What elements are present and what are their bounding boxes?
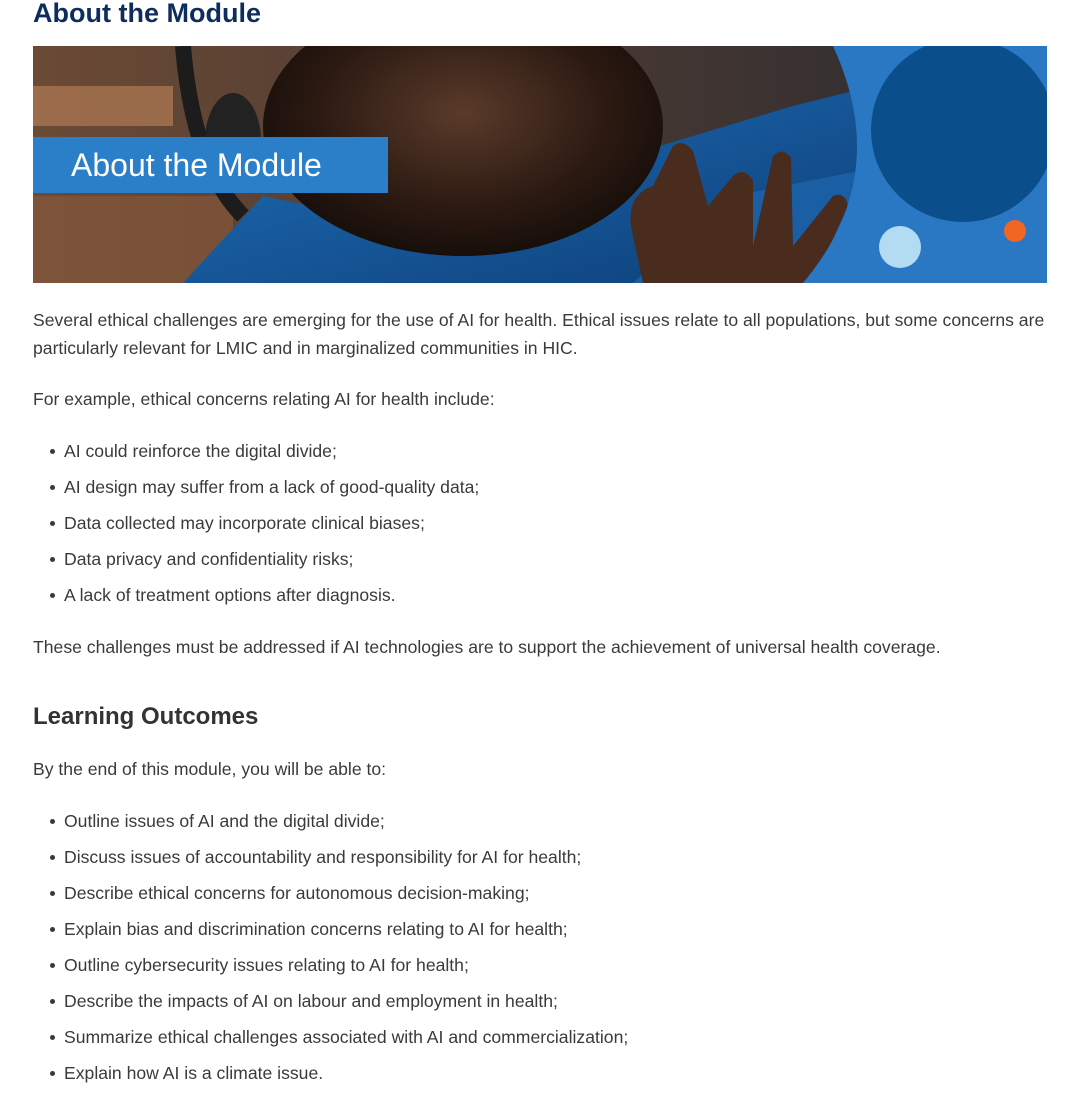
list-item: Explain bias and discrimination concerns relating to AI for health; — [33, 911, 628, 947]
concerns-lead-paragraph: For example, ethical concerns relating AI for health include: — [33, 389, 495, 409]
list-item: Describe the impacts of AI on labour and employment in health; — [33, 983, 628, 1019]
learning-outcomes-heading: Learning Outcomes — [33, 703, 259, 730]
ethical-concerns-list — [33, 433, 479, 613]
orange-dot-graphic — [1004, 220, 1026, 242]
challenges-paragraph: These challenges must be addressed if AI technologies are to support the achievement of universal health coverage. — [33, 637, 941, 657]
list-item: Explain how AI is a climate issue. — [33, 1055, 628, 1091]
intro-paragraph: Several ethical challenges are emerging for the use of AI for health. Ethical issues relate to all populations, but some concerns are particularly relevant for LMIC and in marginalized communities in HIC. — [33, 310, 1045, 358]
learning-outcomes-list — [33, 803, 628, 1091]
list-item: A lack of treatment options after diagnosis. — [33, 577, 479, 613]
list-item: Describe ethical concerns for autonomous decision-making; — [33, 875, 628, 911]
outcomes-lead-paragraph: By the end of this module, you will be able to: — [33, 759, 387, 779]
list-item: AI could reinforce the digital divide; — [33, 433, 479, 469]
page-title: About the Module — [33, 0, 261, 28]
banner-label: About the Module — [33, 137, 388, 193]
list-item: Summarize ethical challenges associated with AI and commercialization; — [33, 1019, 628, 1055]
light-circle-graphic — [879, 226, 921, 268]
list-item: Outline issues of AI and the digital divide; — [33, 803, 628, 839]
list-item: Data privacy and confidentiality risks; — [33, 541, 479, 577]
list-item: Discuss issues of accountability and responsibility for AI for health; — [33, 839, 628, 875]
list-item: AI design may suffer from a lack of good-quality data; — [33, 469, 479, 505]
list-item: Outline cybersecurity issues relating to AI for health; — [33, 947, 628, 983]
list-item: Data collected may incorporate clinical biases; — [33, 505, 479, 541]
module-banner-image — [33, 46, 1047, 283]
